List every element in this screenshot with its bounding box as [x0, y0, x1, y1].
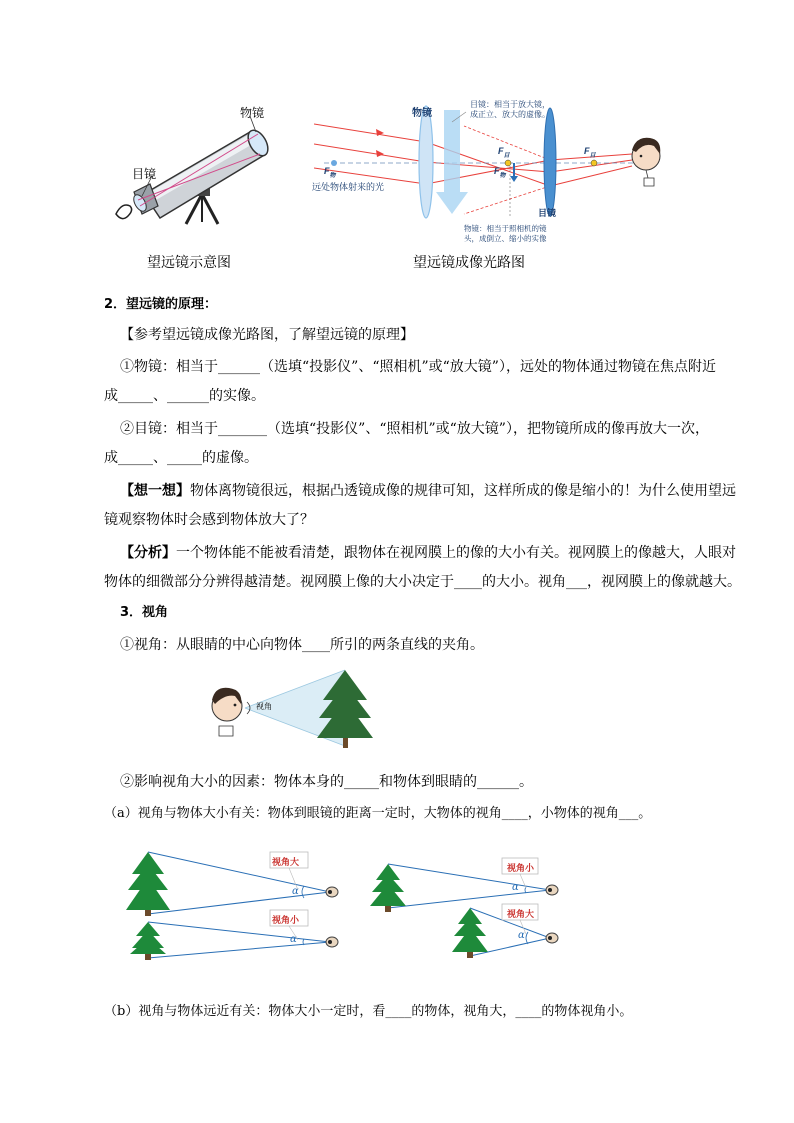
- think-text-a: 物体离物镜很远，根据凸透镜成像的规律可知，这样所成的像是缩小的！为什么使用望远: [190, 483, 736, 499]
- distance-large-angle-label: 视角大: [507, 909, 535, 919]
- lightpath-objective-note-line2: 头，成倒立、缩小的实像: [464, 234, 547, 243]
- distance-small-angle-label: 视角小: [507, 863, 535, 873]
- view-angle-definition: ①视角：从眼睛的中心向物体____所引的两条直线的夹角。: [120, 637, 484, 653]
- lightpath-f-eye-left: [498, 146, 510, 159]
- f-eye-letter: F: [498, 146, 504, 156]
- distance-relation-line: （b）视角与物体远近有关：物体大小一定时，看____的物体，视角大，____的物体视角小。: [104, 1004, 633, 1019]
- lightpath-objective-note-line1: 物镜：相当于照相机的镜: [464, 224, 547, 233]
- size-large-angle-label: 视角大: [272, 857, 300, 867]
- view-angle-figure: [205, 664, 385, 754]
- size-relation-line: （a）视角与物体大小有关：物体到眼镜的距离一定时，大物体的视角____，小物体的视角___。: [104, 806, 652, 821]
- lightpath-f-eye-right: [584, 146, 596, 159]
- objective-fill-line2: 成_____、______的实像。: [104, 388, 265, 404]
- lightpath-eyepiece-note: [470, 100, 550, 120]
- lightpath-eyepiece-note-line2: 成正立、放大的虚像。: [470, 110, 550, 119]
- lightpath-eyepiece-note-line1: 目镜：相当于放大镜，: [470, 100, 550, 109]
- lightpath-f-object: [324, 166, 336, 179]
- think-tag: 【想一想】: [120, 483, 190, 499]
- size-small-angle-label: 视角小: [272, 915, 300, 925]
- lightpath-objective-note: [464, 224, 547, 244]
- size-alpha-top: α: [292, 886, 299, 897]
- f-object-letter: F: [324, 166, 330, 176]
- objective-fill-line1: ①物镜：相当于______（选填“投影仪”、“照相机”或“放大镜”），远处的物体通过物镜在焦点附近: [120, 359, 716, 375]
- distance-alpha-top: α: [512, 882, 519, 893]
- think-paragraph-line1: [120, 481, 736, 501]
- analysis-text-a: 一个物体能不能被看清楚，跟物体在视网膜上的像的大小有关。视网膜上的像越大，人眼对: [176, 545, 736, 561]
- f-object-mid-sub: 物: [499, 172, 506, 179]
- size-alpha-bottom: α: [290, 934, 297, 945]
- lightpath-objective-label: 物镜: [412, 108, 432, 119]
- heading-principle: 2．望远镜的原理：: [104, 297, 218, 312]
- factors-line: ②影响视角大小的因素：物体本身的_____和物体到眼睛的______。: [120, 774, 533, 790]
- f-eye-sub: 目: [503, 152, 510, 159]
- f-eye-right-letter: F: [584, 146, 590, 156]
- telescope-eyepiece-label: 目镜: [132, 167, 157, 181]
- think-paragraph-line2: 镜观察物体时会感到物体放大了？: [104, 512, 314, 528]
- heading-view-angle: 3．视角: [120, 605, 169, 620]
- lightpath-eyepiece-label: 目镜: [538, 209, 557, 219]
- reference-note: 【参考望远镜成像光路图，了解望远镜的原理】: [120, 327, 414, 343]
- eyepiece-fill-line1: ②目镜：相当于_______（选填“投影仪”、“照相机”或“放大镜”），把物镜所成的像再放大一次，: [120, 421, 709, 437]
- f-eye-right-sub: 目: [589, 152, 596, 159]
- lightpath-distant-light: 远处物体射来的光: [312, 182, 385, 192]
- eyepiece-fill-line2: 成_____、_____的虚像。: [104, 450, 258, 466]
- f-object-mid-letter: F: [494, 166, 500, 176]
- view-angle-label: 视角: [256, 702, 272, 711]
- lightpath-f-object-mid: [494, 166, 506, 179]
- f-object-sub: 物: [329, 172, 336, 179]
- distance-alpha-bottom: α: [518, 930, 525, 941]
- telescope-caption: 望远镜示意图: [147, 255, 231, 271]
- analysis-paragraph-line2: 物体的细微部分分辨得越清楚。视网膜上像的大小决定于____的大小。视角___，视网膜上的像就越大。: [104, 574, 741, 590]
- compare-size-figure: [124, 850, 340, 962]
- telescope-objective-label: 物镜: [240, 106, 265, 120]
- analysis-tag: 【分析】: [120, 545, 176, 561]
- analysis-paragraph-line1: [120, 543, 736, 563]
- lightpath-caption: 望远镜成像光路图: [413, 255, 525, 271]
